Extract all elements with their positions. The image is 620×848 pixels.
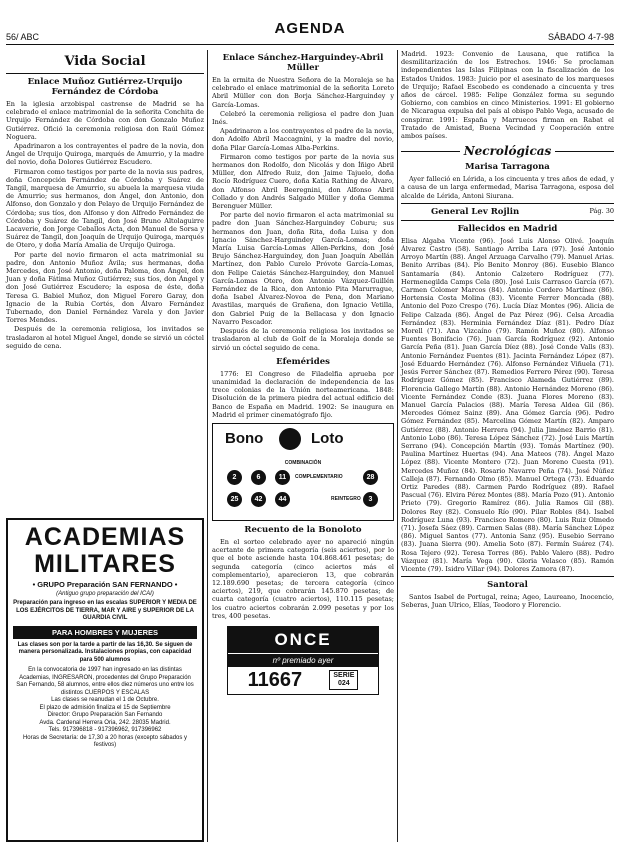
lottery-ball: 3 [363, 492, 378, 507]
ad-start: Las clases se reanudan el 1 de Octubre. [51, 697, 159, 703]
santoral-heading: Santoral [487, 580, 528, 591]
lottery-ball: 2 [227, 470, 242, 485]
divider [401, 576, 614, 577]
academias-advertisement [6, 518, 204, 842]
bonoloto-box [212, 423, 394, 521]
article-paragraph: Apadrinaron a los contrayentes el padre de la novia, don Adolfo Abril Maccagnini, y la madre del novio, doña Pilar García-Lomas Alba-Perkins. [212, 127, 394, 152]
page-date: SÁBADO 4-7-98 [547, 32, 614, 42]
recuento-text: En el sorteo celebrado ayer no apareció ningún acertante de primera categoría (seis aciertos), por lo que el bote asciende hasta 104.868.461 pesetas; de segunda categoría (cinco aciertos más el complementario), aparecieron 13, que cobrarán 12.189.690 pesetas; de tercera categoría (cinco aciertos), 219, que cobrarán 145.870 pesetas; de cuarta categoría (cuatro aciertos), 110.115 pesetas; los cuatro aciertos cobrarán 2.099 pesetas y por los tres, 400 pesetas. [212, 537, 394, 620]
obituary-name: General Lev Rojlin [431, 206, 520, 217]
ad-address: Avda. Cardenal Herrera Oria, 242. 28035 Madrid. [39, 719, 171, 726]
bonoloto-logo: Bono [225, 429, 264, 447]
column-3 [401, 50, 614, 842]
column-divider [207, 50, 208, 842]
article-paragraph: Después de la ceremonia religiosa los invitados se trasladaron al club de Golf de la Moraleja donde se sirvió un cóctel seguido de cena. [212, 327, 394, 352]
once-number: 11667 [247, 668, 303, 691]
necrologicas-title: Necrológicas [463, 144, 552, 159]
ad-admission: El plazo de admisión finaliza el 15 de Septiembre [39, 704, 171, 711]
ad-body: En la convocatoria de 1997 han ingresado en las distintas Academias, INGRESARON, procedentes del Grupo Preparación San Fernando, 58 alumnos, entre ellos diez números uno entre los distintos CUERPOS Y ESCALAS [16, 667, 194, 696]
article-paragraph: Por parte del novio firmaron el acta matrimonial su padre, don Antonio Muñoz Ávila; sus hermanas, doña Mercedes, don José Antonio, doña Paloma, don Ángel, don Juan y doña Fátima Muñoz Gutiérrez; sus tíos, don Ángel y don José Gutiérrez Escudero; la esposa de éste, doña Teresa G. Babiel Muñoz, don Miguel Forero Garay, don Ignacio de la Rubia Cortés, don Álvaro Fernández Tubernado, don Daniel Fernández Varela y don Javier Torres Mendes. [6, 250, 204, 325]
ad-group-name: • GRUPO Preparación SAN FERNANDO • [32, 580, 178, 589]
ad-title-militares: MILITARES [34, 550, 176, 578]
ad-since: (Antiguo grupo preparación del ICAI) [56, 591, 154, 597]
lottery-ball: 25 [227, 492, 242, 507]
ad-audience-bar: PARA HOMBRES Y MUJERES [13, 626, 197, 639]
once-box [227, 626, 379, 695]
page-header [6, 6, 614, 45]
article-paragraph: En la ermita de Nuestra Señora de la Moraleja se ha celebrado el enlace matrimonial de la señorita Loreto Abril Müller con don Borja Sánchez-Harguindey y García-Lomas. [212, 76, 394, 109]
lottery-ball: 44 [275, 492, 290, 507]
column-divider [397, 50, 398, 842]
page-number: 56/ ABC [6, 32, 40, 42]
article-paragraph: Firmaron como testigos por parte de la novia sus padres, doña Concepción Fernández de Córdoba y Suárez de Tangil, marquesa de Amurrio, su abuela la marquesa viuda de Amurrio; sus hermanos, don Ángel, don Antonio, don Alfonso, don Gonzalo y don Pelayo de Urquijo Fernández de Córdoba; sus tíos, don Alfonso y don Alfredo Fernández de Córdoba y Suárez de Tangil, don José Bruno Altolaguirre Lacaverie, don Jorge Ceballos Acta, don Manuel de Sorsa y Suárez de Tangil, don Joaquín de Urquijo Quiroga, marqués de Otero, y doña María Amalia de Urquijo Quiroga. [6, 167, 204, 250]
lottery-ball: 6 [251, 470, 266, 485]
ad-preparation: Preparación para ingreso en las escalas SUPERIOR Y MEDIA DE LOS EJÉRCITOS DE TIERRA, MAR Y AIRE y SUPERIOR DE LA GUARDIA CIVIL [13, 600, 197, 621]
once-serie [329, 670, 358, 690]
divider [6, 73, 204, 74]
bonoloto-logo: Loto [311, 429, 344, 447]
once-logo: ONCE [228, 627, 378, 653]
ad-phones: Tels. 917396818 - 917396962, 917396962 [48, 727, 162, 733]
obituary-name: Marisa Tarragona [465, 162, 550, 173]
column-2 [212, 50, 394, 842]
complementario-label: COMPLEMENTARIO [295, 473, 343, 480]
clover-icon [279, 428, 301, 450]
santoral-text: Santos Isabel de Portugal, reina; Ageo, Laureano, Inocencio, Seberas, Juan Ulrico, Elías, Teodoro y Florencio. [401, 593, 614, 610]
article-paragraph: Por parte del novio firmaron el acta matrimonial su padre don Juan Sánchez-Harguindey Coburu; sus hermanos don Juan, doña Rita, doña Luisa y don Ignacio Sánchez-Harguindey García-Lomas; doña María Luisa García-Lomas Allen-Perkins, don José Brujo Sánchez-Harguindey, don Juan Joaquín Abellán Martínez, don Pablo Curelo Próvote García-Lomas, don Felipe Caietás Sánchez-Harguindey, don Manuel García-Lomas Otero, don Antonio Vázquez-Guillén Fernández de la Rica, don Antonio Pita Marurrague, doña Isabel Álvarez-Novoa de Pena, don Mariano Avastilas, marqués de Grañena, don Ignacio Vetilla, don Gabriel Puig de la Bellacasa y don Ignacio Navarro Pescador. [212, 211, 394, 326]
combination-label: COMBINACIÓN [284, 459, 322, 466]
ad-hours: Horas de Secretaría: de 17,30 a 20 horas (excepto sábados y festivos) [22, 734, 188, 748]
serie-label: SERIE [333, 672, 355, 680]
article-paragraph: Apadrinaron a los contrayentes el padre de la novia, don Ángel de Urquijo Quiroga, marqués de Amurrio, y la madre del novio, doña Dolores Gutiérrez Escudero. [6, 142, 204, 167]
section-title: AGENDA [274, 20, 346, 37]
ad-schedule: Las clases son por la tarde a partir de las 16,30. Se siguen de manera personalizada. Instalaciones propias, con capacidad para 500 alumnos [17, 641, 193, 663]
lottery-ball: 42 [251, 492, 266, 507]
lottery-ball: 11 [275, 470, 290, 485]
page-reference: Pág. 30 [589, 206, 614, 215]
fallecidos-heading: Fallecidos en Madrid [457, 223, 558, 234]
fallecidos-list: Elisa Algaba Vicente (96). José Luis Alonso Olivé. Joaquín Álvarez Castro (58). Santiago Arriba Lara (97). José Antonio Arroyo Martín (88). Ángel Arzuaga Carvalho (79). Manuel Arias. Benito Arribas (84). Pío Benito Monroy (86). Eusebio Blanco Santamaría (84). Antonio Calzetero Rodríguez (77). Hermenegilda Camps Cela (80). José Luis Carrasco García (67). Carmen Colomer Marcos (84). Antonio Cordero Martínez (86). Hortensia Costa Molina (83). Vicente Ferrer Moncada (88). Antonio del Pozo Crespo (76). Lucía Díaz Montes (96). Alicia de Felipe Calzada (86). Ángel de Paz Pérez (96). Celsa Arcadia Fernández (83). Herminia Fernández Díaz (81). Pedro Díaz Morell (71). Ana Vizcaíno (79). Ramón Muñoz (80). Alfonso Fuentes Bonifacio (76). Juan García Rodríguez (92). Antonio García Peña (81). Juan García Díez (88). José Conde Valls (83). Antonio Fernández Fuentes (81). Jacinta Fernández López (87). José Eduardo Hernández (76). Alfonso Fernández Viñuela (71). Jesús Ferrer Sánchez (87). Remedios Ferrero Pérez (90). Teresa Rodríguez Gómez (85). Francisco Alameda Gutiérrez (89). Florencia Gallego Martín (88). Antonio Hernández Moreno (86). Vicente Fernández Conde (83). Juana Flores Moreno (83). Manuel García Palacios (88). María Teresa Aldea Gil (86). Mercedes Gómez Sainz (89). Ana Gómez García (96). Pedro Gómez Fernández (85). Marcelina Gómez Martín (82). Amparo Gutiérrez (88). Antonio Herrera (94). Julia Jiménez Barrio (81). Antonio Lobo (86). Teresa López Sánchez (72). José Luis Martín Serrano (94). Concepción Martín (93). Tomás Martínez (90). Paulina Martínez Huertas (94). Ana Mateos (78). Ángel Mazo López (88). Vicente Montero (72). Juan Moreno Cuesta (91). Mercedes Muñoz (84). Rosario Navarro Peña (74). José Núñez Calleja (87). Fernando Olmo (85). Manuel Ortega (73). Eduardo Ortiz Paredes (88). Carmen Pardo Rodríguez (89). Rafael Pascual (76). Elvira Pérez Montes (88). María Pozo (91). Antonio Prieto (79). Gregorio Ramírez (86). Julia Ramos Gil (88). Dolores Rey (82). Consuelo Río (90). Pilar Robles (84). Isabel Rodríguez Luna (93). Francisco Romero (80). Luis Ruiz Olmedo (71). Josefa Sáez (89). Carmen Salas (88). María Sánchez López (86). Miguel Santos (77). Antonia Sanz (95). Eusebio Serrano (83). Juana Sierra (90). Amelia Soto (87). Fermín Suárez (74). Rosa Tejero (92). Teresa Torres (86). Pablo Valero (88). Pedro Vázquez (81). María Vega (90). Gloria Velasco (85). Ramón Vicente (79). Isidro Villar (94). Dolores Zamora (87). [401, 236, 614, 573]
article-paragraph: Celebró la ceremonia religiosa el padre don Juan Inés. [212, 109, 394, 127]
divider [401, 220, 614, 221]
column-1 [6, 50, 204, 842]
vida-social-heading: Vida Social [64, 54, 146, 69]
ad-director: Director: Grupo Preparación San Fernando [47, 712, 163, 718]
ad-title-academias: ACADEMIAS [24, 523, 186, 551]
necrologicas-heading [401, 144, 614, 158]
lottery-ball: 28 [363, 470, 378, 485]
article-headline: Enlace Muñoz Gutiérrez-Urquijo Fernández de Córdoba [27, 77, 183, 97]
reintegro-label: REINTEGRO [331, 495, 361, 502]
article-paragraph: Después de la ceremonia religiosa, los invitados se trasladaron al hotel Miguel Ángel, donde se sirvió un cóctel seguido de cena. [6, 325, 204, 350]
efemerides-continued: Madrid. 1923: Convenio de Lausana, que ratifica la desmilitarización de los Estrechos. 1946: Se proclaman independientes las Islas Filipinas con la fiscalización de los Estados Unidos. 1983: Juicio por el asesinato de los marqueses de Urquijo; Rafael Escobedo es condenado a cincuenta y tres años de cárcel. 1985: Felipe González forma su segundo Gobierno, con cambios en cinco Ministerios. 1991: El gobierno de Nicaragua expulsa del país al obispo Pablo Vega, acusado de conspirar. 1991: España y Marruecos firman en Rabat el Tratado de Amistad, Buena Vecindad y Cooperación entre ambos países. [401, 50, 614, 141]
obituary-reference [401, 207, 614, 217]
once-subtitle: nº premiado ayer [228, 653, 378, 667]
efemerides-text: 1776: El Congreso de Filadelfia aprueba por unanimidad la declaración de independencia de las trece colonias de la Unión norteamericana. 1848: Disolución de la primera piedra del actual edificio del Banco de España en Madrid. 1902: Se inaugura en Madrid el primer cinematógrafo fijo. [212, 369, 394, 419]
serie-value: 024 [338, 680, 350, 688]
recuento-heading: Recuento de la Bonoloto [244, 524, 362, 535]
article-paragraph: En la iglesia arzobispal castrense de Madrid se ha celebrado el enlace matrimonial de la señorita Conchita de Urquijo Fernández de Córdoba con don Gonzalo Muñoz Gutiérrez. Ofició la ceremonia religiosa don Raúl Gómez Noguera. [6, 100, 204, 141]
article-paragraph: Firmaron como testigos por parte de la novia sus hermanos don Rodolfo, don Nicolás y don Íñigo Abril Müller, don Alfredo Ruiz, don Jaime Tajuelo, doña Rocío Rodríguez Cuero, doña Katia Rathing de Álvaro, don Alfonso Abril Beeregnini, don Alfonso Abril Collado y don Andrés Salgado Müller y doña Gemma Berenguer Müller. [212, 152, 394, 211]
divider [401, 203, 614, 204]
obituary-text: Ayer falleció en Lérida, a los cincuenta y tres años de edad, y a causa de un larga enfermedad, Marisa Tarragona, esposa del alcalde de Lérida, Antoni Siurana. [401, 175, 614, 200]
efemerides-heading: Efemérides [276, 356, 330, 367]
article-headline: Enlace Sánchez-Harguindey-Abril Müller [222, 53, 384, 73]
